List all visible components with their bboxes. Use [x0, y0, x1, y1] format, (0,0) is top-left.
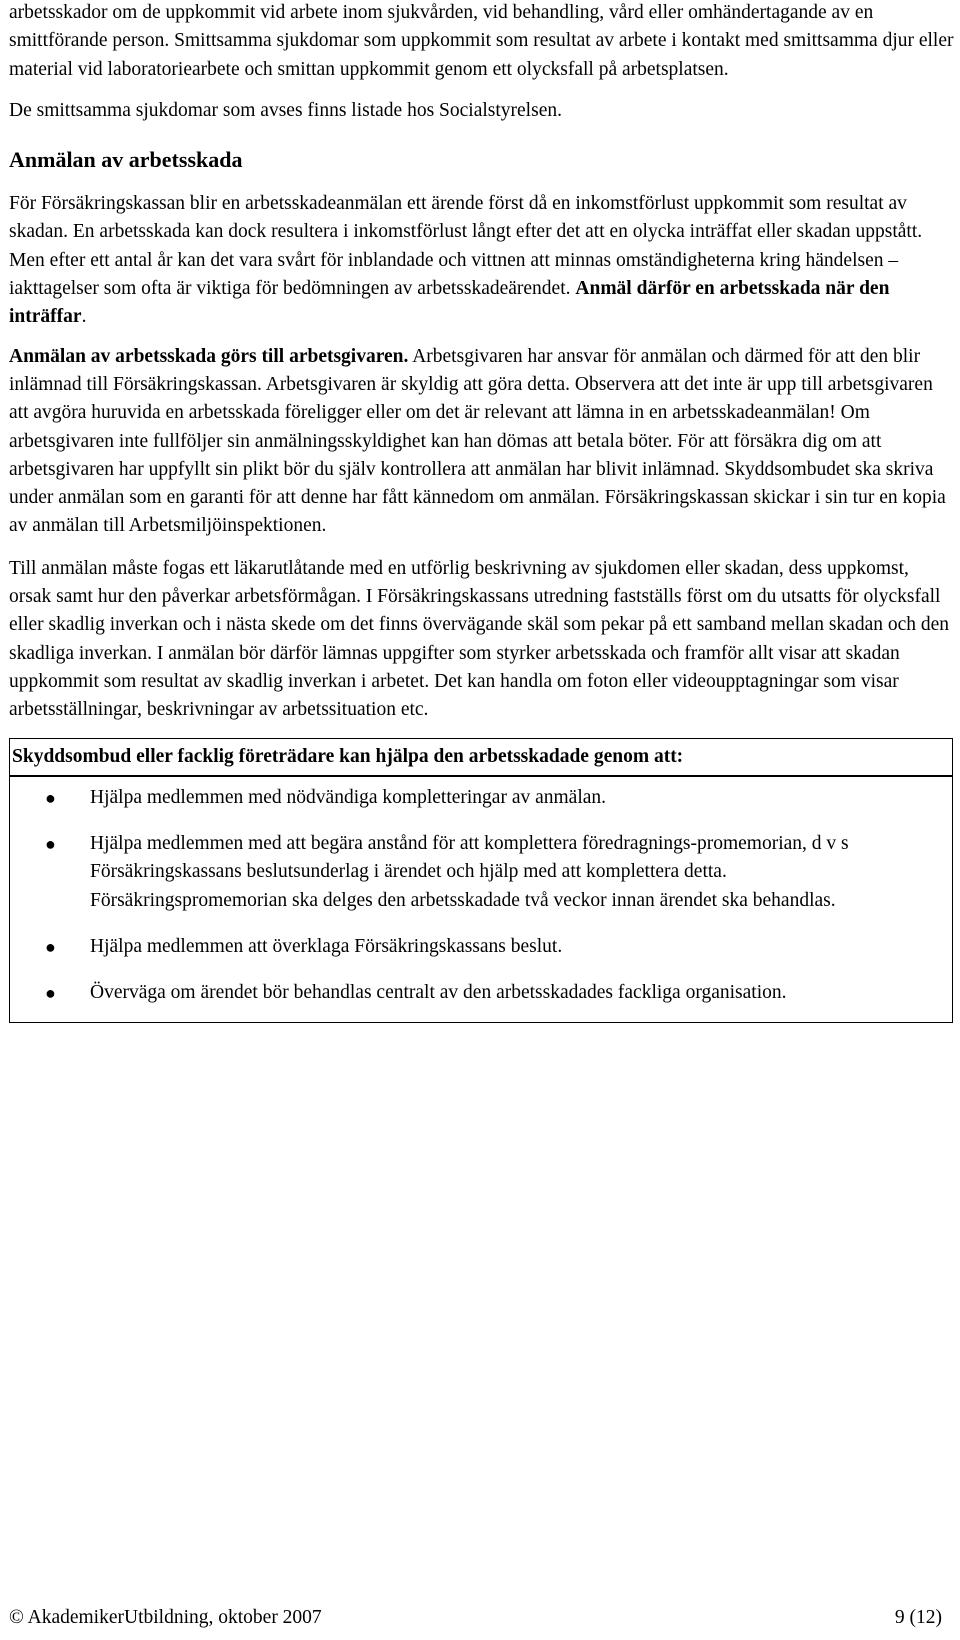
- help-list: [10, 784, 952, 1008]
- employer-emphasis: Anmälan av arbetsskada görs till arbetsgivaren.: [9, 345, 409, 367]
- bullet-icon: ●: [45, 834, 56, 855]
- list-item-text: Hjälpa medlemmen att överklaga Försäkringskassans beslut.: [90, 936, 563, 958]
- list-item: [10, 830, 952, 915]
- report-text: För Försäkringskassan blir en arbetsskadeanmälan ett ärende först då en inkomstförlust uppkommit som resultat av skadan. En arbetsskada kan dock resultera i inkomstförlust långt efter det att en olycka inträffat eller skadan uppstått. Men efter ett antal år kan det vara svårt för inblandade och vittnen att minnas omständigheterna kring händelsen – iakttagelser som ofta är viktiga för bedömningen av arbetsskadeärendet.: [9, 193, 923, 300]
- report-end: .: [81, 306, 87, 328]
- help-box-title: Skyddsombud eller facklig företrädare kan hjälpa den arbetsskadade genom att:: [10, 739, 952, 777]
- section-heading: Anmälan av arbetsskada: [9, 147, 243, 173]
- employer-text: Arbetsgivaren har ansvar för anmälan och därmed för att den blir inlämnad till Försäkringskassan. Arbetsgivaren är skyldig att göra detta. Observera att det inte är upp till arbetsgivaren att avgöra huruvida en arbetsskada föreligger eller om det är relevant att lämna in en arbetsskadeanmälan! Om arbetsgivaren inte fullföljer sin anmälningsskyldighet kan han dömas att betala böter. För att försäkra dig om att arbetsgivaren har uppfyllt sin plikt bör du själv kontrollera att anmälan har blivit inlämnad. Skyddsombudet ska skriva under anmälan som en garanti för att denne har fått kännedom om anmälan. Försäkringskassan skickar i sin tur en kopia av anmälan till Arbetsmiljöinspektionen.: [9, 345, 946, 537]
- listed-diseases-paragraph: De smittsamma sjukdomar som avses finns listade hos Socialstyrelsen.: [9, 99, 562, 121]
- bullet-icon: ●: [45, 983, 56, 1004]
- intro-paragraph: arbetsskador om de uppkommit vid arbete inom sjukvården, vid behandling, vård eller omhändertagande av en smittförande person. Smittsamma sjukdomar som uppkommit som resultat av arbete i kontakt med smittsamma djur eller material vid laboratoriearbete och smittan uppkommit genom ett olycksfall på arbetsplatsen.: [9, 2, 954, 80]
- bullet-icon: ●: [45, 787, 56, 808]
- list-item: [10, 933, 952, 961]
- help-box: [9, 738, 953, 1023]
- list-item-text: Överväga om ärendet bör behandlas centralt av den arbetsskadades fackliga organisation.: [90, 982, 787, 1004]
- employer-paragraph: [9, 343, 955, 541]
- footer-copyright: © AkademikerUtbildning, oktober 2007: [9, 1607, 322, 1628]
- document-page: [9, 0, 955, 1023]
- list-item: [10, 784, 952, 812]
- bullet-icon: ●: [45, 937, 56, 958]
- medical-certificate-paragraph: Till anmälan måste fogas ett läkarutlåtande med en utförlig beskrivning av sjukdomen eller skadan, dess uppkomst, orsak samt hur den påverkar arbetsförmågan. I Försäkringskassans utredning fastställs först om du utsatts för olycksfall eller skadlig inverkan och i nästa skede om det finns övervägande skäl som pekar på ett samband mellan skadan och den skadliga inverkan. I anmälan bör därför lämnas uppgifter som styrker arbetsskada och framför allt visar att skadan uppkommit som resultat av skadlig inverkan i arbetet. Det kan handla om foton eller videoupptagningar som visar arbetsställningar, beskrivningar av arbetssituation etc.: [9, 557, 950, 721]
- report-paragraph: [9, 190, 955, 331]
- list-item-text: Hjälpa medlemmen med nödvändiga kompletteringar av anmälan.: [90, 786, 607, 808]
- list-item-text: Hjälpa medlemmen med att begära anstånd för att komplettera föredragnings-promemorian, d v s Försäkringskassans beslutsunderlag i ärendet och hjälp med att komplettera detta. Försäkringspromemorian ska delges den arbetsskadade två veckor innan ärendet ska behandlas.: [90, 833, 849, 911]
- report-emphasis: Anmäl därför en arbetsskada när den inträffar: [9, 278, 890, 328]
- list-item: [10, 979, 952, 1007]
- page-number: 9 (12): [894, 1607, 942, 1628]
